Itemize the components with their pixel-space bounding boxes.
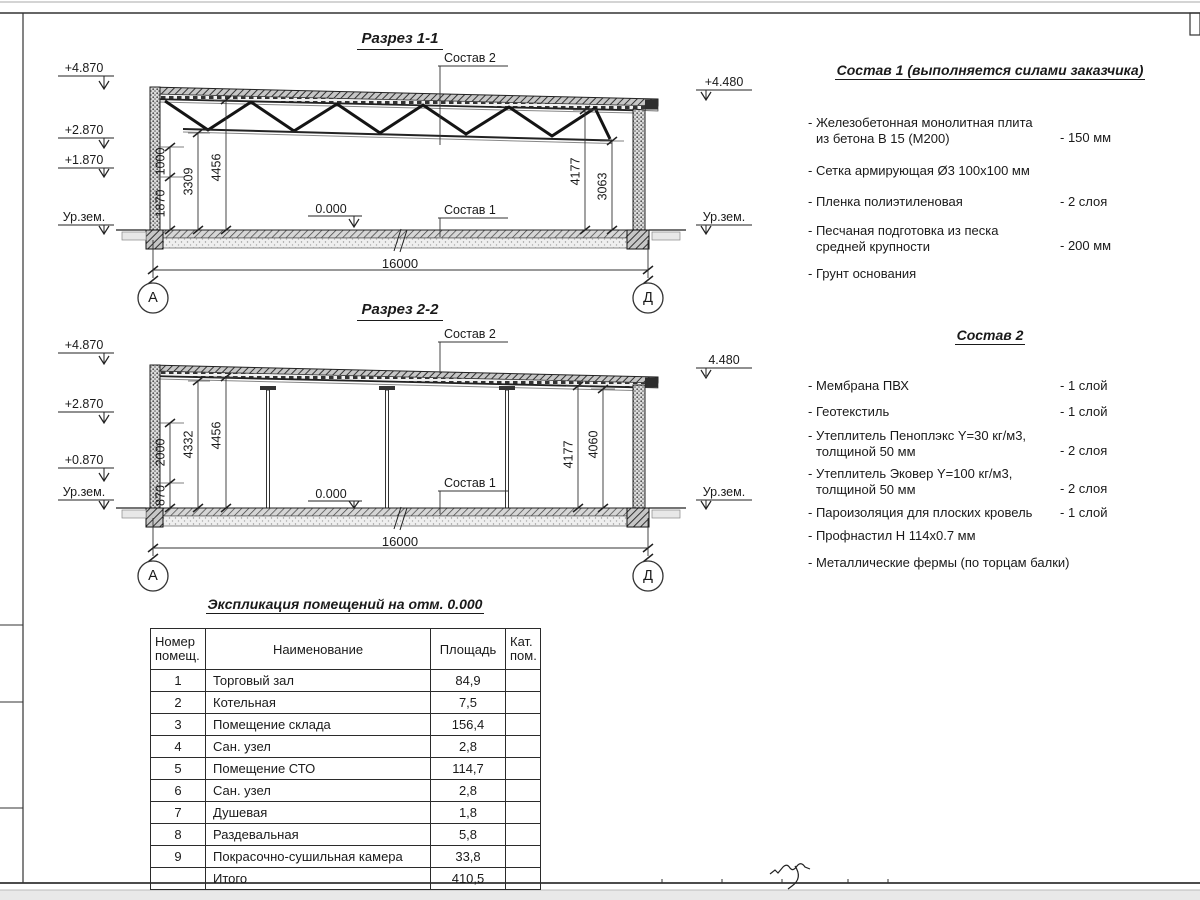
cell-category <box>506 692 541 714</box>
dimension-label: 4177 <box>568 157 583 186</box>
dimension-label: 3063 <box>595 172 610 201</box>
axis-bubble-a: А <box>148 568 158 584</box>
ground-level-label: Ур.зем. <box>62 485 106 499</box>
room-schedule-table <box>150 628 541 890</box>
composition-2-item: - Геотекстиль - 1 слой <box>808 404 1108 419</box>
cell-name: Сан. узел <box>206 780 431 802</box>
col-header-number: Номер помещ. <box>151 629 206 670</box>
section-1-1-title: Разрез 1-1 <box>320 30 480 47</box>
cell-number: 4 <box>151 736 206 758</box>
elevation-mark: +4.870 <box>64 61 104 75</box>
cell-category <box>506 736 541 758</box>
table-row <box>151 692 541 714</box>
table-row <box>151 802 541 824</box>
ground-level-label: Ур.зем. <box>702 485 746 499</box>
cell-category <box>506 846 541 868</box>
composition-1-item: - Песчаная подготовка из песка средней крупности - 200 мм <box>808 223 1112 254</box>
cell-name: Помещение склада <box>206 714 431 736</box>
cell-area: 114,7 <box>431 758 506 780</box>
cell-number <box>151 868 206 890</box>
col-header-area: Площадь <box>431 629 506 670</box>
dimension-label: 1000 <box>153 147 168 176</box>
col-header-category: Кат. пом. <box>506 629 541 670</box>
zero-level-label: 0.000 <box>315 487 347 501</box>
composition-2-item: - Металлические фермы (по торцам балки) <box>808 555 1070 570</box>
cell-name: Сан. узел <box>206 736 431 758</box>
cell-number: 7 <box>151 802 206 824</box>
table-row-total <box>151 868 541 890</box>
axis-bubble-d: Д <box>643 568 653 584</box>
elevation-mark: +2.870 <box>64 123 104 137</box>
elevation-mark: +0.870 <box>64 453 104 467</box>
cell-name: Раздевальная <box>206 824 431 846</box>
table-row <box>151 824 541 846</box>
composition-1-item: - Сетка армирующая Ø3 100х100 мм <box>808 163 1030 178</box>
table-row <box>151 736 541 758</box>
comp2-leader-label: Состав 2 <box>444 327 496 341</box>
elevation-mark: +4.480 <box>704 75 744 89</box>
cell-category <box>506 758 541 780</box>
elevation-mark: 4.480 <box>708 353 740 367</box>
cell-area: 1,8 <box>431 802 506 824</box>
cell-name: Душевая <box>206 802 431 824</box>
cell-number: 9 <box>151 846 206 868</box>
cell-number: 1 <box>151 670 206 692</box>
cell-category <box>506 714 541 736</box>
section-2-2-title: Разрез 2-2 <box>320 301 480 318</box>
comp1-leader-label: Состав 1 <box>444 476 496 490</box>
comp1-leader-label: Состав 1 <box>444 203 496 217</box>
cell-name: Итого <box>206 868 431 890</box>
composition-2-item: - Профнастил Н 114х0.7 мм <box>808 528 976 543</box>
room-schedule-title: Экспликация помещений на отм. 0.000 <box>207 596 483 612</box>
span-dimension-label: 16000 <box>381 256 419 271</box>
cell-category <box>506 868 541 890</box>
dimension-label: 4177 <box>561 440 576 469</box>
dimension-label: 3309 <box>181 167 196 196</box>
col-header-name: Наименование <box>206 629 431 670</box>
cell-area: 2,8 <box>431 736 506 758</box>
cell-area: 84,9 <box>431 670 506 692</box>
composition-2-item: - Пароизоляция для плоских кровель - 1 слой <box>808 505 1108 520</box>
dimension-label: 2000 <box>153 438 168 467</box>
table-row <box>151 846 541 868</box>
cell-area: 156,4 <box>431 714 506 736</box>
dimension-label: 4332 <box>181 430 196 459</box>
cell-area: 410,5 <box>431 868 506 890</box>
cell-area: 7,5 <box>431 692 506 714</box>
table-header-row <box>151 629 541 670</box>
signature-scribble <box>770 864 810 889</box>
cell-area: 2,8 <box>431 780 506 802</box>
composition-2-item: - Утеплитель Эковер Y=100 кг/м3, толщиной 50 мм - 2 слоя <box>808 466 1108 497</box>
cell-number: 2 <box>151 692 206 714</box>
dimension-label: 4456 <box>209 153 224 182</box>
cell-number: 8 <box>151 824 206 846</box>
span-dimension-label: 16000 <box>381 534 419 549</box>
cell-name: Котельная <box>206 692 431 714</box>
dimension-label: 4456 <box>209 421 224 450</box>
composition-2-title: Состав 2 <box>956 327 1024 343</box>
cell-area: 5,8 <box>431 824 506 846</box>
axis-bubble-d: Д <box>643 290 653 306</box>
composition-1-title: Состав 1 (выполняется силами заказчика) <box>836 62 1144 78</box>
cell-number: 5 <box>151 758 206 780</box>
table-row <box>151 670 541 692</box>
cell-number: 6 <box>151 780 206 802</box>
ground-level-label: Ур.зем. <box>62 210 106 224</box>
composition-2-item: - Мембрана ПВХ - 1 слой <box>808 378 1108 393</box>
elevation-mark: +2.870 <box>64 397 104 411</box>
dimension-label: 1870 <box>153 189 168 218</box>
cell-category <box>506 824 541 846</box>
elevation-mark: +1.870 <box>64 153 104 167</box>
cell-name: Помещение СТО <box>206 758 431 780</box>
ground-level-label: Ур.зем. <box>702 210 746 224</box>
table-row <box>151 780 541 802</box>
cell-number: 3 <box>151 714 206 736</box>
cell-name: Покрасочно-сушильная камера <box>206 846 431 868</box>
axis-bubble-a: А <box>148 290 158 306</box>
cell-category <box>506 802 541 824</box>
cell-category <box>506 780 541 802</box>
cell-category <box>506 670 541 692</box>
cell-area: 33,8 <box>431 846 506 868</box>
dimension-label: 870 <box>153 485 168 506</box>
zero-level-label: 0.000 <box>315 202 347 216</box>
cell-name: Торговый зал <box>206 670 431 692</box>
composition-1-item: - Пленка полиэтиленовая - 2 слоя <box>808 194 1108 209</box>
elevation-mark: +4.870 <box>64 338 104 352</box>
table-row <box>151 714 541 736</box>
composition-2-item: - Утеплитель Пеноплэкс Y=30 кг/м3, толщиной 50 мм - 2 слоя <box>808 428 1108 459</box>
dimension-label: 4060 <box>586 430 601 459</box>
composition-1-item: - Железобетонная монолитная плита из бетона В 15 (М200) - 150 мм <box>808 115 1112 146</box>
comp2-leader-label: Состав 2 <box>444 51 496 65</box>
table-row <box>151 758 541 780</box>
composition-1-item: - Грунт основания <box>808 266 917 281</box>
